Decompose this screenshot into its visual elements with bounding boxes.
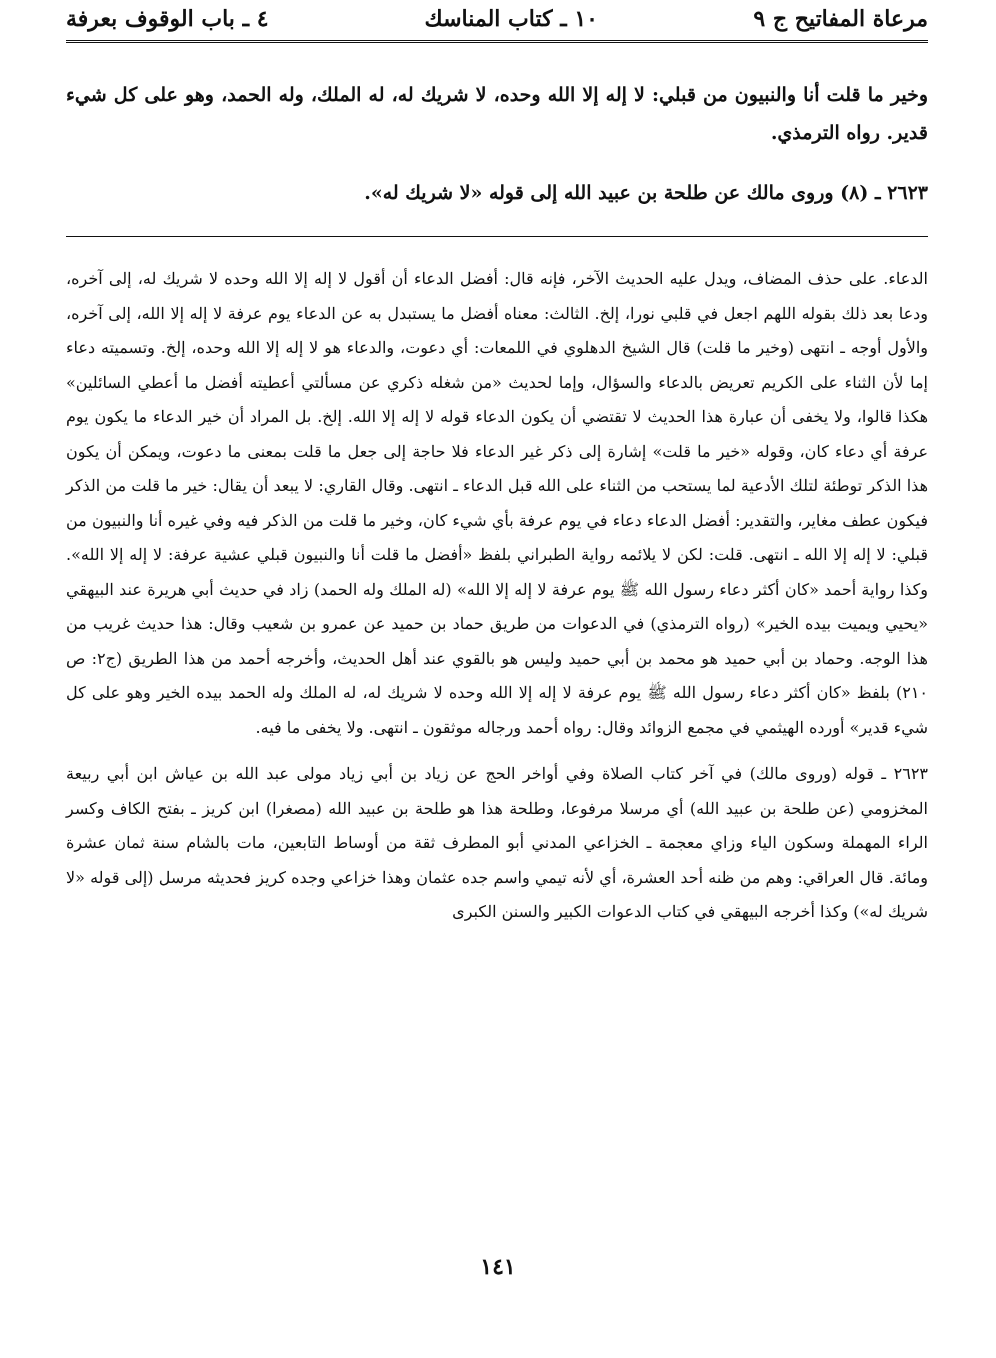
hadith-2623: ٢٦٢٣ ـ (٨) وروى مالك عن طلحة بن عبيد الله إلى قوله «لا شريك له». [364, 182, 928, 204]
hadith-ending: وخير ما قلت أنا والنبيون من قبلي: لا إله إلا الله وحده، لا شريك له، له الملك، وله الحمد، وهو على كل شيء قدير. رواه الترمذي. [66, 84, 928, 144]
commentary-divider [66, 236, 928, 237]
commentary-section-2: ٢٦٢٣ ـ قوله (وروى مالك) في آخر كتاب الصلاة وفي أواخر الحج عن زياد بن أبي زياد مولى عبد الله بن عياش ابن أبي ربيعة المخزومي (عن طلحة بن عبيد الله) أي مرسلا مرفوعا، وطلحة هذا هو طلحة بن عبيد الله (مصغرا) ابن كريز ـ بفتح الكاف وكسر الراء المهملة وسكون الياء وزاي معجمة ـ الخزاعي المدني أبو المطرف ثقة من أوساط التابعين، مات بالشام سنة ثمان عشرة ومائة. قال العراقي: وهم من ظنه أحد العشرة، أي لأنه تيمي واسم جده عثمان وهذا خزاعي وجده كريز فحديثه مرسل (إلى قوله «لا شريك له») وكذا أخرجه البيهقي في كتاب الدعوات الكبير والسنن الكبرى [66, 764, 928, 921]
header-chapter: ١٠ ـ كتاب المناسك [424, 6, 598, 32]
hadith-text [66, 76, 928, 234]
header-book-volume: مرعاة المفاتيح ج ٩ [753, 6, 928, 32]
commentary-text [66, 262, 928, 930]
page-number: ١٤١ [480, 1254, 516, 1280]
commentary-section-1: الدعاء. على حذف المضاف، ويدل عليه الحديث الآخر، فإنه قال: أفضل الدعاء أن أقول لا إله إلا الله وحده لا شريك له، إلى آخره، ودعا بعد ذلك بقوله اللهم اجعل في قلبي نورا، إلخ. الثالث: معناه أفضل ما يستبدل به عن الدعاء يوم عرفة لا إله إلا الله، إلى آخره، والأول أوجه ـ انتهى (وخير ما قلت) قال الشيخ الدهلوي في اللمعات: أي دعوت، والدعاء هو لا إله إلا الله وحده، إلخ. وتسميته دعاء إما لأن الثناء على الكريم تعريض بالدعاء والسؤال، وإما لحديث «من شغله ذكري عن مسألتي أعطيته أفضل ما أعطي السائلين» هكذا قالوا، ولا يخفى أن عبارة هذا الحديث لا تقتضي أن يكون الدعاء قوله لا إله إلا الله. إلخ. بل المراد أن خير الدعاء ما يكون يوم عرفة أي دعاء كان، وقوله «خير ما قلت» إشارة إلى ذكر غير الدعاء فلا حاجة إلى جعل ما قلت بمعنى ما دعوت، ويمكن أن يكون هذا الذكر توطئة لتلك الأدعية لما يستحب من الثناء على الله قبل الدعاء ـ انتهى. وقال القاري: لا يبعد أن يقال: خير ما قلت من الذكر فيكون عطف مغاير، والتقدير: أفضل الدعاء دعاء في يوم عرفة بأي شيء كان، وخير ما قلت من الذكر فيه وفي غيره أنا والنبيون من قبلي: لا إله إلا الله ـ انتهى. قلت: لكن لا يلائمه رواية الطبراني بلفظ «أفضل ما قلت أنا والنبيون قبلي عشية عرفة: لا إله إلا الله». وكذا رواية أحمد «كان أكثر دعاء رسول الله ﷺ يوم عرفة لا إله إلا الله» (له الملك وله الحمد) زاد في حديث أبي هريرة عند البيهقي «يحيي ويميت بيده الخير» (رواه الترمذي) في الدعوات من طريق حماد بن حميد عن عمرو بن شعيب وقال: هذا حديث غريب من هذا الوجه. وحماد بن أبي حميد هو محمد بن أبي حميد وليس هو بالقوي عند أهل الحديث، وأخرجه أحمد من هذا الطريق (ج٢: ص ٢١٠) بلفظ «كان أكثر دعاء رسول الله ﷺ يوم عرفة لا إله إلا الله وحده لا شريك له، له الملك وله الحمد بيده الخير وهو على كل شيء قدير» أورده الهيثمي في مجمع الزوائد وقال: رواه أحمد ورجاله موثقون ـ انتهى. ولا يخفى ما فيه. [66, 269, 929, 737]
header-rule [66, 40, 928, 43]
running-header [66, 6, 928, 38]
header-section: ٤ ـ باب الوقوف بعرفة [66, 6, 269, 32]
